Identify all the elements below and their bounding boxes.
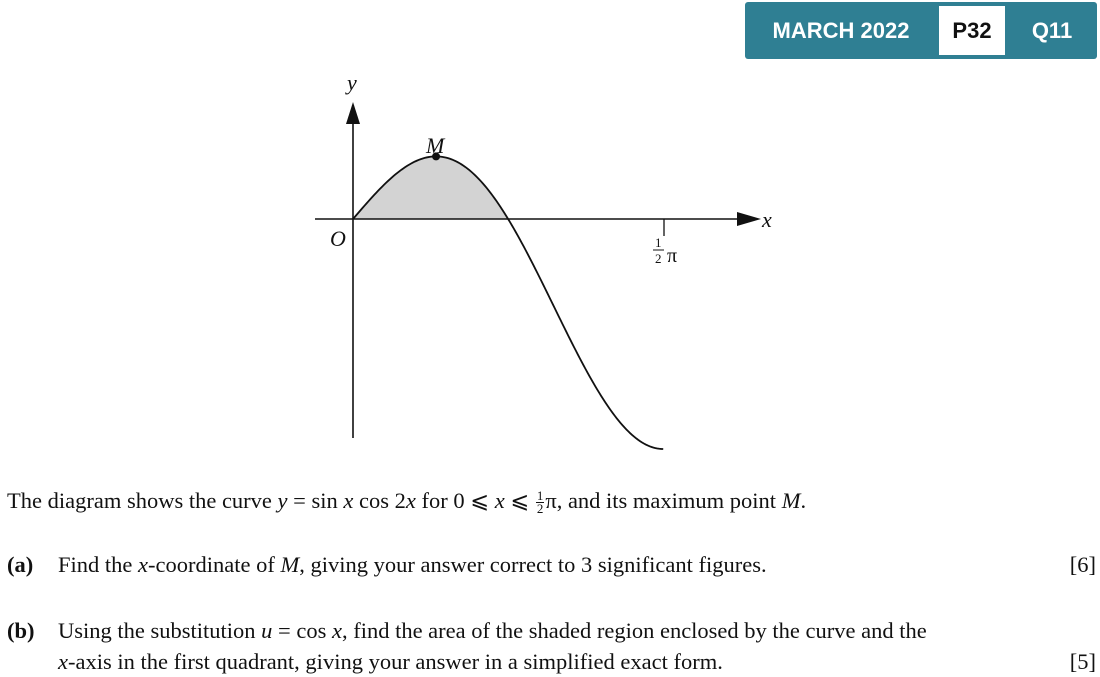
part-b-u: u (261, 618, 273, 643)
part-b-x: x (331, 618, 342, 643)
tick-label-pi: π (667, 245, 678, 267)
part-b-text-3: , find the area of the shaded region enclosed by the curve and the (341, 618, 927, 643)
part-a-text (58, 549, 767, 580)
part-a-text-2: -coordinate of (148, 552, 281, 577)
part-b-marks: [5] (1069, 649, 1096, 674)
intro-x2: x (405, 488, 416, 513)
intro-fraction (536, 490, 545, 515)
question-reference-badge (745, 2, 1097, 59)
part-a-M: M (280, 552, 300, 577)
intro-pi: π, and its maximum point (545, 488, 782, 513)
shaded-region (353, 156, 508, 219)
point-M-label: M (426, 133, 445, 158)
intro-for: for 0 ⩽ (415, 488, 495, 513)
intro-y: y (277, 488, 288, 513)
tick-label-denominator: 2 (655, 251, 662, 266)
session-label: MARCH 2022 (772, 18, 910, 43)
part-a-label: (a) (7, 552, 34, 577)
intro-text: The diagram shows the curve (7, 488, 278, 513)
curve-diagram (0, 60, 1100, 450)
part-b-text-1: Using the substitution (58, 618, 262, 643)
part-b-line2-text: -axis in the first quadrant, giving your answer in a simplified exact form. (68, 649, 723, 674)
intro-frac-num: 1 (536, 488, 544, 504)
intro-frac-den: 2 (536, 501, 544, 517)
part-b-line2-x: x (58, 649, 68, 674)
intro-end: . (800, 488, 807, 513)
part-a-marks: [6] (1069, 552, 1096, 577)
part-b-label: (b) (7, 618, 35, 643)
intro-x3: x (494, 488, 505, 513)
part-a-text-3: , giving your answer correct to 3 significant figures. (299, 552, 767, 577)
intro-eq1: = sin (287, 488, 344, 513)
part-b-line-1 (58, 615, 927, 646)
question-intro (7, 487, 806, 515)
intro-le: ⩽ (504, 488, 535, 513)
x-axis-label: x (762, 207, 772, 232)
y-axis-arrow (346, 102, 360, 124)
part-b-text-2: = cos (272, 618, 332, 643)
x-axis-arrow (737, 212, 761, 226)
tick-label-numerator: 1 (655, 235, 662, 250)
part-a-x: x (138, 552, 149, 577)
part-b-line-2 (58, 646, 723, 677)
paper-label: P32 (939, 6, 1005, 55)
intro-M: M (781, 488, 801, 513)
origin-label: O (330, 226, 346, 251)
intro-eq2: cos 2 (353, 488, 406, 513)
question-number-label: Q11 (1031, 18, 1073, 43)
part-a-text-1: Find the (58, 552, 139, 577)
y-axis-label: y (347, 70, 357, 95)
intro-x1: x (343, 488, 354, 513)
